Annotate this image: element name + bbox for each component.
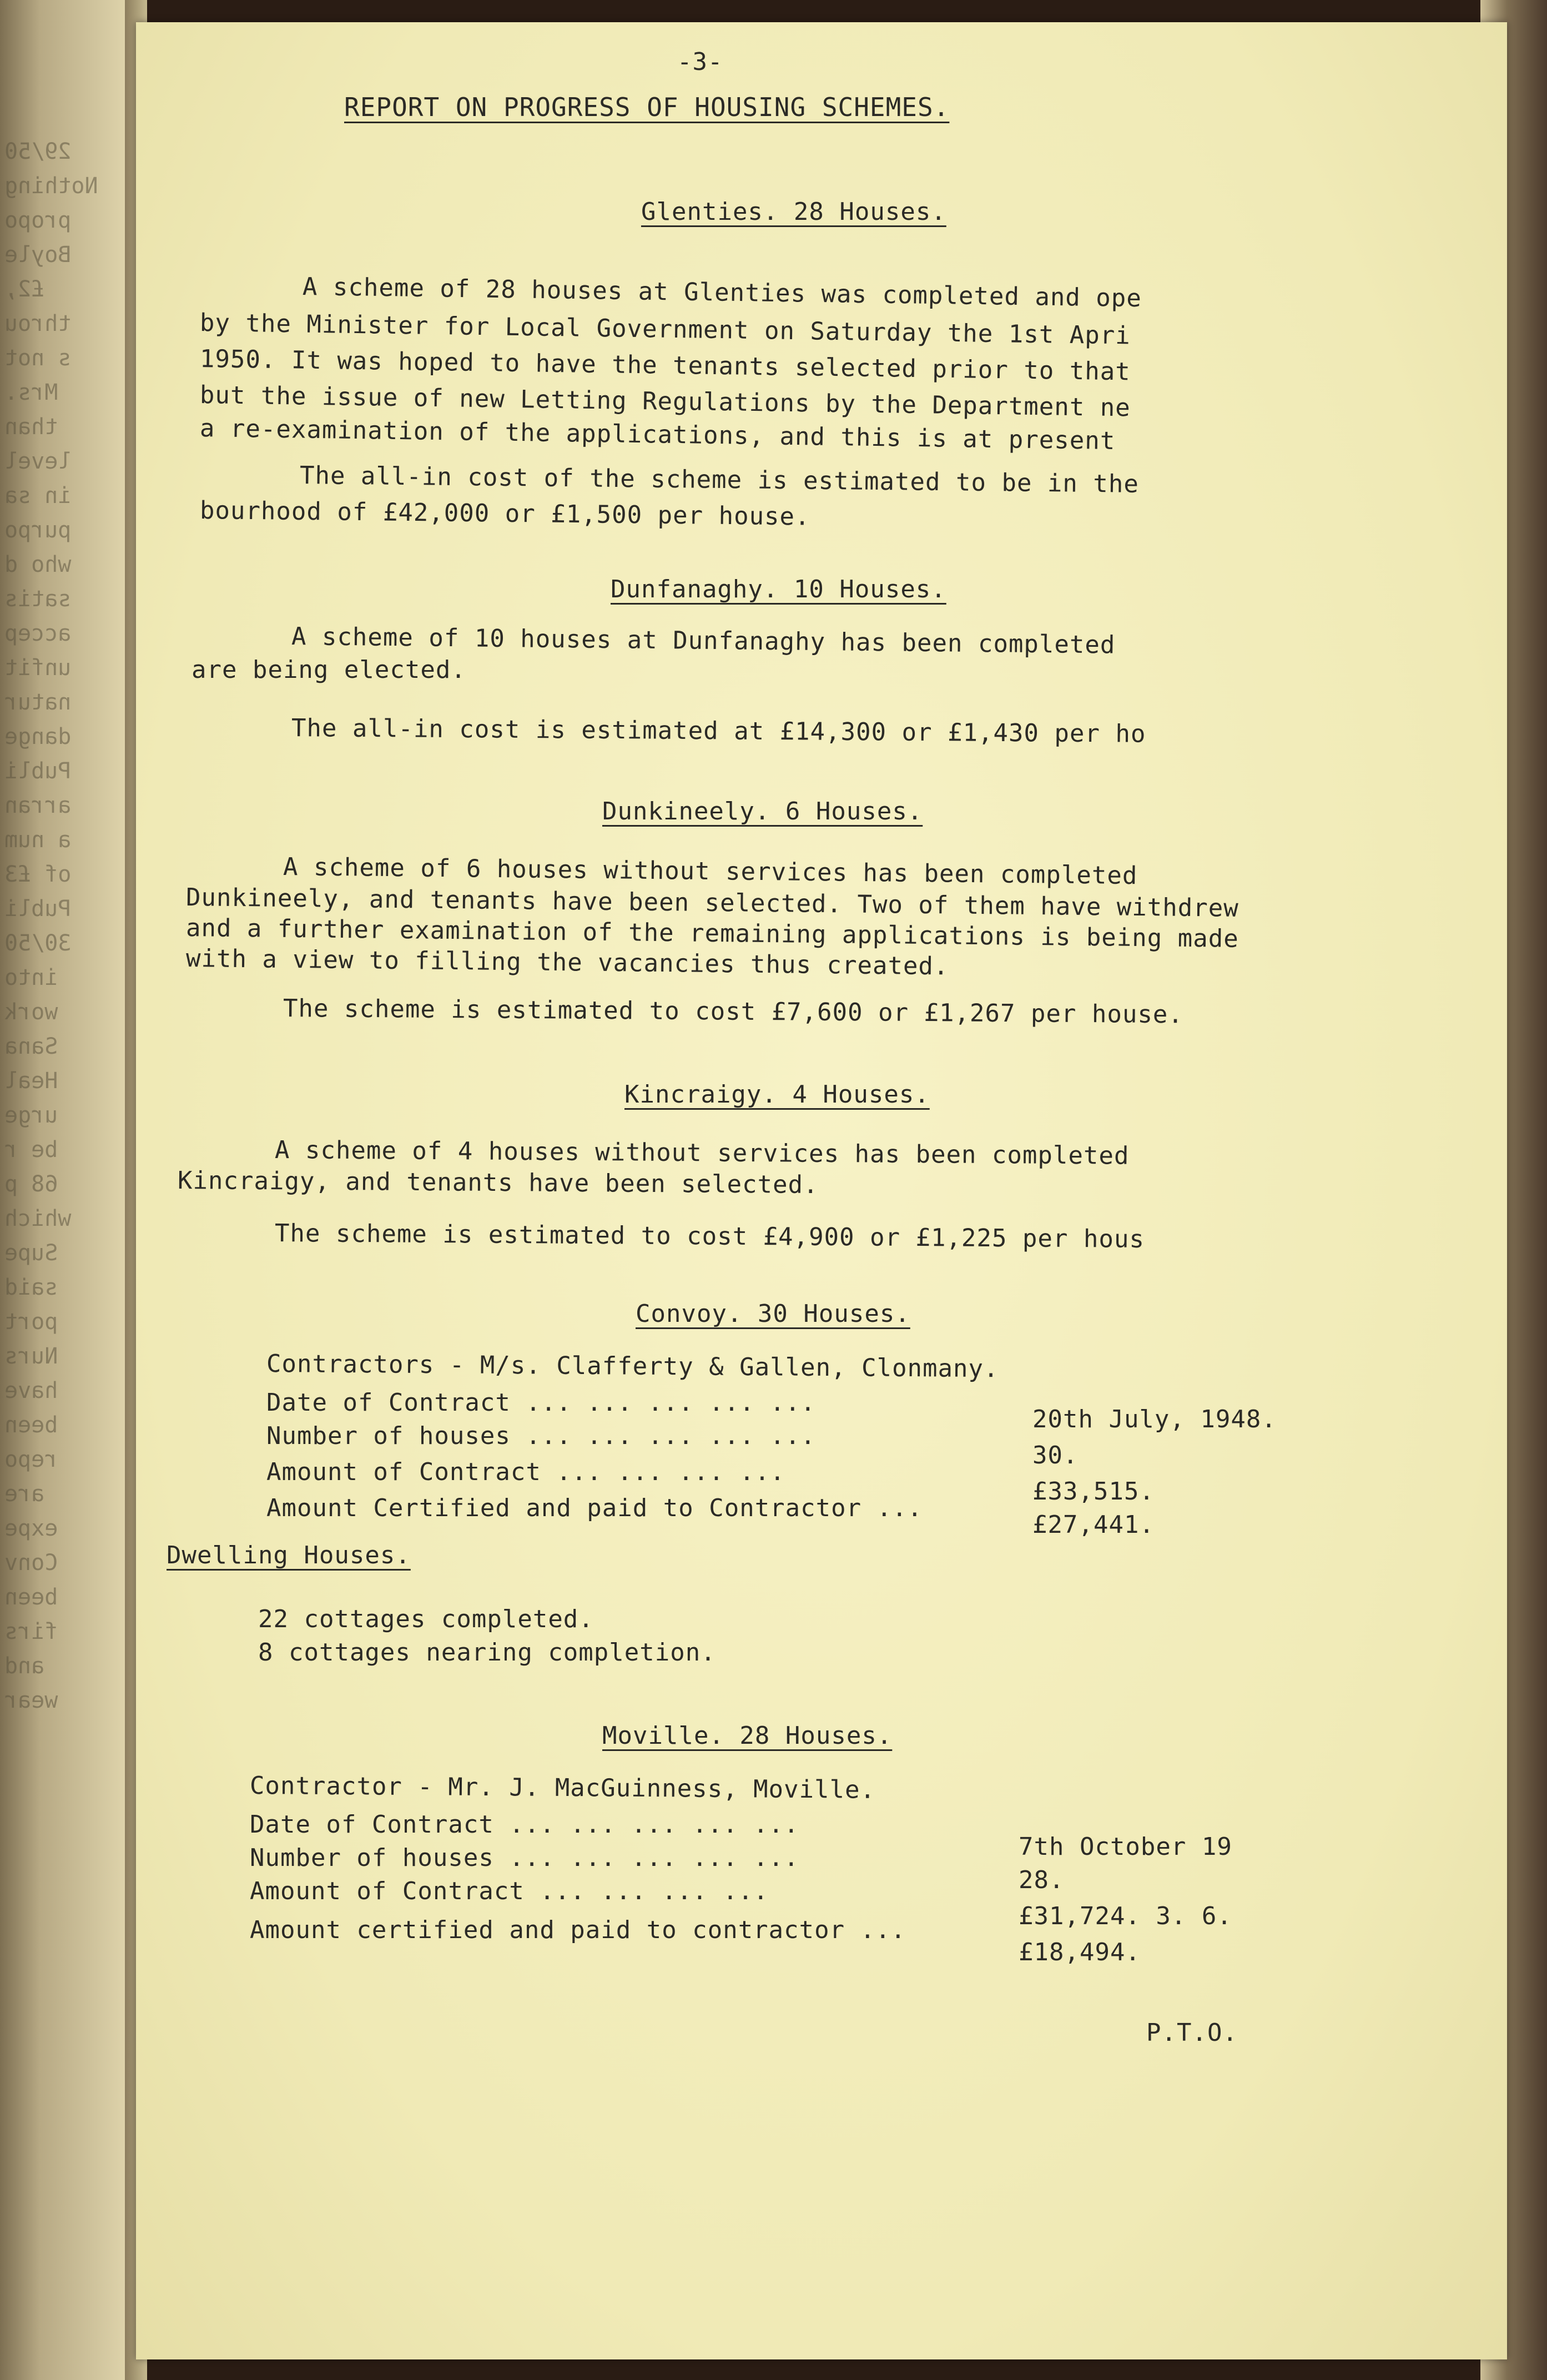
facing-page-text-fragment: Heal	[4, 1068, 58, 1094]
moville-row-value: £18,494.	[1019, 1938, 1141, 1966]
kincraigy-line: Kincraigy, and tenants have been selected.	[177, 1166, 819, 1200]
convoy-row-value: £27,441.	[1032, 1511, 1155, 1539]
facing-page-text-fragment: arran	[4, 793, 72, 818]
facing-page-text-fragment: urge	[4, 1103, 58, 1128]
glenties-heading: Glenties. 28 Houses.	[641, 198, 946, 226]
kincraigy-line: The scheme is estimated to cost £4,900 or £1,225 per hous	[274, 1219, 1145, 1254]
dunkineely-line: A scheme of 6 houses without services has been completed	[283, 853, 1138, 890]
convoy-contractor: Contractors - M/s. Clafferty & Gallen, Clonmany.	[266, 1350, 999, 1383]
convoy-subheading: Dwelling Houses.	[167, 1541, 411, 1569]
facing-page-text-fragment: Supe	[4, 1240, 58, 1266]
facing-page-text-fragment: expe	[4, 1516, 58, 1541]
dunfanaghy-heading: Dunfanaghy. 10 Houses.	[611, 575, 946, 603]
facing-page-edge	[0, 0, 133, 2380]
moville-row-label: Amount of Contract ... ... ... ...	[250, 1877, 769, 1905]
page-number: -3-	[677, 48, 723, 76]
glenties-line: but the issue of new Letting Regulations by the Department ne	[199, 381, 1131, 422]
kincraigy-heading: Kincraigy. 4 Houses.	[624, 1080, 930, 1109]
dunkineely-line: and a further examination of the remaining applications is being made	[185, 914, 1239, 953]
facing-page-text-fragment: unfit	[4, 655, 72, 681]
page-footer: P.T.O.	[1146, 2019, 1238, 2047]
dunkineely-heading: Dunkineely. 6 Houses.	[602, 797, 923, 826]
facing-page-text-fragment: of £3	[4, 862, 72, 887]
facing-page-text-fragment: 30/50	[4, 930, 72, 956]
facing-page-text-fragment: which	[4, 1206, 72, 1231]
convoy-row-value: £33,515.	[1032, 1477, 1155, 1506]
facing-page-text-fragment: port	[4, 1309, 58, 1335]
convoy-item: 22 cottages completed.	[258, 1605, 594, 1633]
kincraigy-line: A scheme of 4 houses without services has been completed	[274, 1136, 1130, 1170]
convoy-row-label: Date of Contract ... ... ... ... ...	[266, 1388, 816, 1417]
facing-page-text-fragment: purpo	[4, 517, 72, 543]
facing-page-text-fragment: a num	[4, 827, 72, 853]
facing-page-text-fragment: Publi	[4, 758, 72, 784]
convoy-row-value: 20th July, 1948.	[1032, 1405, 1277, 1433]
dunkineely-line: The scheme is estimated to cost £7,600 or £1,267 per house.	[283, 994, 1184, 1029]
glenties-line: A scheme of 28 houses at Glenties was completed and ope	[302, 273, 1142, 313]
facing-page-text-fragment: wear	[4, 1688, 58, 1713]
convoy-row-label: Number of houses ... ... ... ... ...	[266, 1422, 816, 1450]
glenties-line: 1950. It was hoped to have the tenants selected prior to that	[199, 345, 1131, 386]
facing-page-text-fragment: propo	[4, 208, 72, 233]
facing-page-text-fragment: dange	[4, 724, 72, 749]
convoy-heading: Convoy. 30 Houses.	[636, 1300, 910, 1328]
facing-page-text-fragment: been	[4, 1584, 58, 1610]
dunfanaghy-line: The all-in cost is estimated at £14,300 or £1,430 per ho	[291, 714, 1146, 748]
facing-page-text-fragment: satis	[4, 586, 72, 612]
glenties-line: The all-in cost of the scheme is estimated to be in the	[299, 461, 1140, 499]
facing-page-text-fragment: s not	[4, 345, 72, 371]
document-page	[136, 22, 1507, 2359]
facing-page-text-fragment: Publi	[4, 896, 72, 922]
facing-page-text-fragment: be r	[4, 1137, 58, 1163]
facing-page-text-fragment: in sa	[4, 483, 72, 509]
facing-page-text-fragment: firs	[4, 1619, 58, 1644]
moville-row-label: Number of houses ... ... ... ... ...	[250, 1844, 799, 1872]
convoy-row-label: Amount Certified and paid to Contractor ...	[266, 1494, 923, 1522]
dunkineely-line: with a view to filling the vacancies thus created.	[185, 944, 949, 981]
facing-page-text-fragment: 29/50	[4, 139, 72, 164]
facing-page-text-fragment: 68 p	[4, 1171, 58, 1197]
moville-row-value: 7th October 19	[1019, 1833, 1232, 1861]
facing-page-text-fragment: £2,	[4, 276, 45, 302]
moville-contractor: Contractor - Mr. J. MacGuinness, Moville.	[249, 1772, 876, 1804]
facing-page-text-fragment: are	[4, 1481, 45, 1507]
moville-row-label: Amount certified and paid to contractor ...	[250, 1916, 906, 1944]
facing-page-text-fragment: throu	[4, 311, 72, 336]
facing-page-text-fragment: accep	[4, 621, 72, 646]
facing-page-text-fragment: into	[4, 965, 58, 990]
moville-heading: Moville. 28 Houses.	[602, 1722, 893, 1750]
facing-page-text-fragment: been	[4, 1412, 58, 1438]
facing-page-text-fragment: Mrs.	[4, 380, 58, 405]
facing-page-text-fragment: who d	[4, 552, 72, 577]
facing-page-text-fragment: level	[4, 449, 72, 474]
convoy-row-label: Amount of Contract ... ... ... ...	[266, 1458, 785, 1486]
convoy-row-value: 30.	[1032, 1441, 1079, 1470]
facing-page-text-fragment: than	[4, 414, 58, 440]
dunfanaghy-line: are being elected.	[192, 656, 466, 684]
glenties-line: bourhood of £42,000 or £1,500 per house.	[199, 496, 810, 531]
facing-page-text-fragment: Sana	[4, 1034, 58, 1059]
facing-page-text-fragment: Conv	[4, 1550, 58, 1576]
facing-page-text-fragment: have	[4, 1378, 58, 1403]
moville-row-label: Date of Contract ... ... ... ... ...	[250, 1810, 799, 1839]
page-title: REPORT ON PROGRESS OF HOUSING SCHEMES.	[344, 92, 950, 122]
facing-page-text-fragment: natur	[4, 690, 72, 715]
dunfanaghy-line: A scheme of 10 houses at Dunfanaghy has been completed	[291, 622, 1116, 660]
glenties-line: by the Minister for Local Government on Saturday the 1st Apri	[199, 309, 1131, 350]
glenties-line: a re-examination of the applications, and this is at present	[199, 414, 1116, 456]
facing-page-text-fragment: and	[4, 1653, 45, 1679]
facing-page-text-fragment: Nurs	[4, 1344, 58, 1369]
facing-page-text-fragment: Nothing	[4, 173, 98, 199]
facing-page-text-fragment: said	[4, 1275, 58, 1300]
moville-row-value: 28.	[1019, 1866, 1065, 1894]
moville-row-value: £31,724. 3. 6.	[1019, 1902, 1232, 1930]
facing-page-text-fragment: work	[4, 999, 58, 1025]
dunkineely-line: Dunkineely, and tenants have been selected. Two of them have withdrew	[185, 883, 1239, 923]
convoy-item: 8 cottages nearing completion.	[258, 1638, 716, 1667]
facing-page-text-fragment: repo	[4, 1447, 58, 1472]
facing-page-text-fragment: Boyle	[4, 242, 72, 268]
